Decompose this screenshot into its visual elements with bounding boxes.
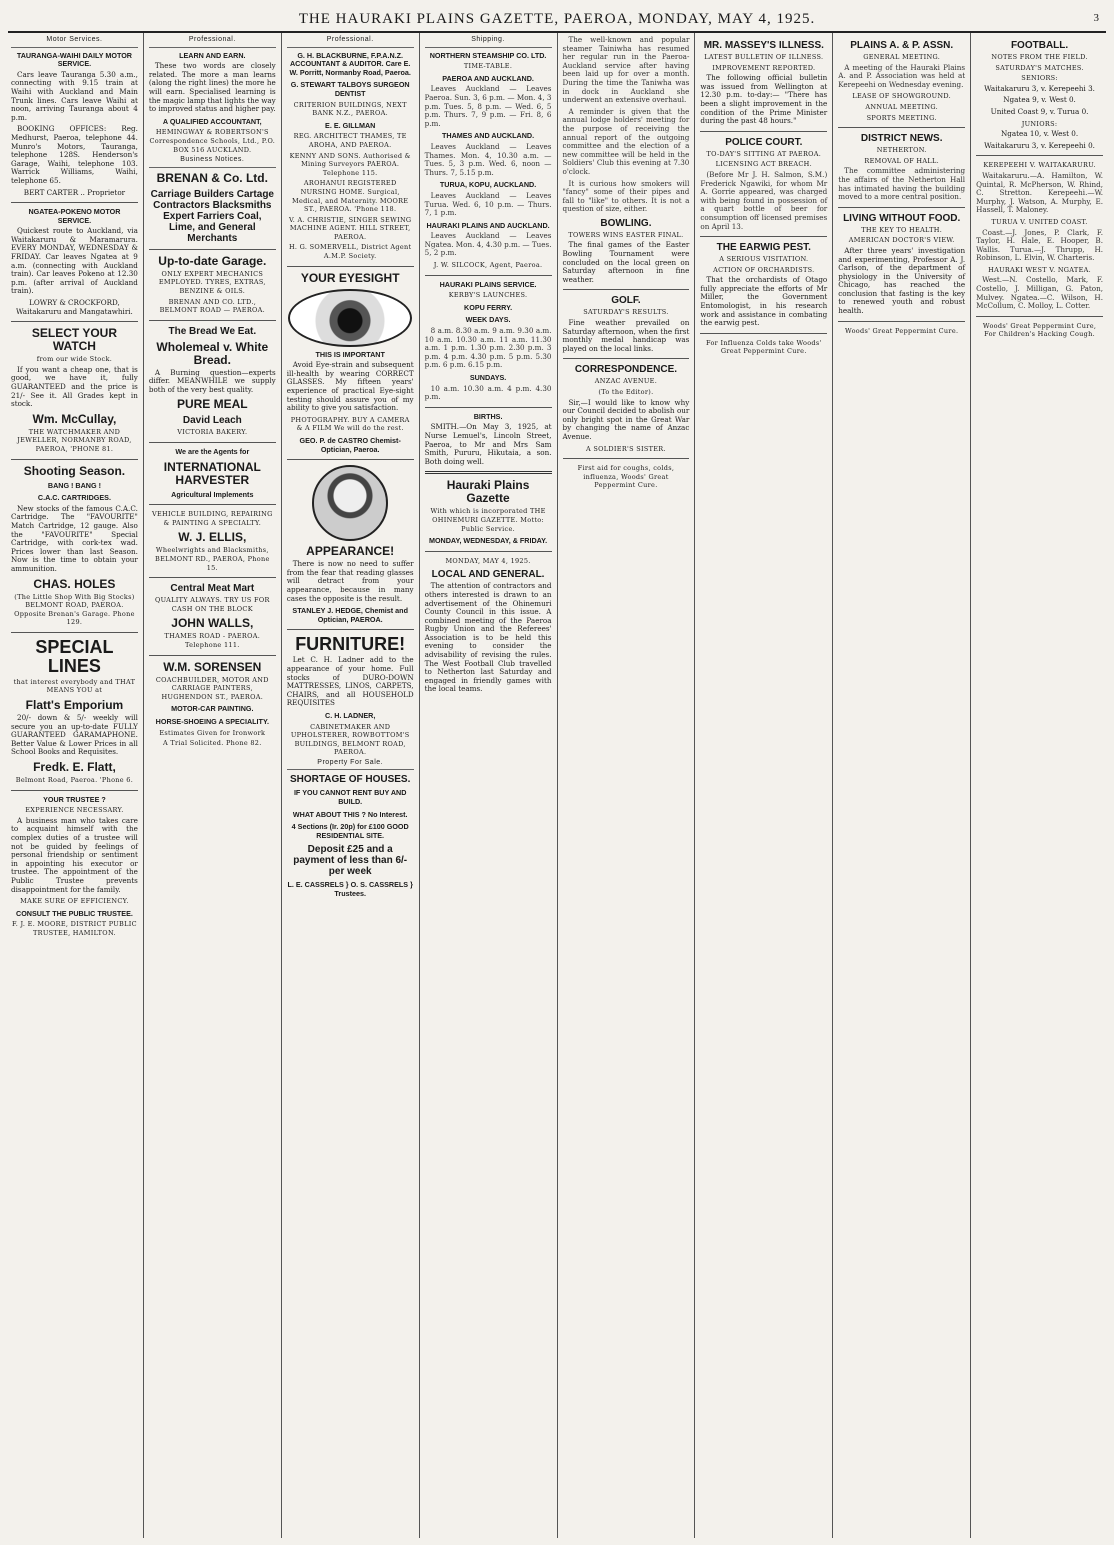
ad-body: VEHICLE BUILDING, REPAIRING & PAINTING A SPECIALTY. xyxy=(152,510,273,527)
ad-subtitle: A QUALIFIED ACCOUNTANT, xyxy=(162,116,262,126)
ad-subtitle: Belmont Road, Paeroa. 'Phone 6. xyxy=(15,776,134,785)
ad-title: TAURANGA-WAIHI DAILY MOTOR SERVICE. xyxy=(16,50,132,69)
ad-subtitle: 4 Sections (Ir. 20p) for £100 GOOD RESIDENTIAL SITE. xyxy=(291,822,409,840)
ad-body: There is now no need to suffer from the fear that reading glasses will detract from your appearance, because in many cases the opposite is the result. xyxy=(286,559,414,603)
ad-signature: L. E. CASSRELS } O. S. CASSRELS } Trustees. xyxy=(287,880,413,899)
column-3 xyxy=(282,33,420,1538)
notice-heading: BIRTHS. xyxy=(473,411,503,421)
ad-title: SPECIAL LINES xyxy=(35,636,114,676)
article-subheading: ANNUAL MEETING. xyxy=(865,102,939,111)
ad-subtitle: KERBY'S LAUNCHES. xyxy=(448,291,528,300)
masthead-title: THE HAURAKI PLAINS GAZETTE, PAEROA, MONDAY, MAY 4, 1925. xyxy=(298,11,816,27)
article-subheading: IMPROVEMENT REPORTED. xyxy=(712,63,816,72)
ad-signature: F. J. E. MOORE, DISTRICT PUBLIC TRUSTEE, HAMILTON. xyxy=(11,920,137,937)
article-body: The following official bulletin was issued from Wellington at 12.30 p.m. to-day:— "There has been a slight improvement in the condition of the Prime Minister during the past 48 hours." xyxy=(700,73,828,126)
issue-date: MONDAY, MAY 4, 1925. xyxy=(445,556,531,565)
article-body: The well-known and popular steamer Tainiwha has resumed her regular run in the Paeroa-Auckland service after having been laid up for over a month. During the time the Taniwha was in dock in Auckland she underwent an extensive overhaul. xyxy=(562,35,690,105)
ad-subtitle: BANG ! BANG ! xyxy=(47,480,101,490)
paper-nameplate: Hauraki Plains Gazette xyxy=(446,478,530,506)
article-body: The attention of contractors and others interested is drawn to an advertisement of the Ohinemuri County Council in this issue. A combined meeting of the Paeroa Rugby Union and the Referees' Association is to be held this evening to consider the advisability of revising the rules. The West Football Club travelled to Netherton last Saturday and engaged in friendly games with the local teams. xyxy=(424,581,552,694)
timetable-body: Leaves Auckland — Leaves Paeroa. Sun. 3, 6 p.m. — Mon. 4, 3 p.m. Tues. 5, 8 p.m. — Wed. 6, 5 p.m. Thurs. 7, 9 p.m. — Fri. 8, 6 p.m. xyxy=(424,84,552,128)
ad-title: Deposit £25 and a payment of less than 6/- per week xyxy=(293,844,408,878)
article-body: The final games of the Easter Bowling Tournament were concluded on the local green on Saturday afternoon in fine weather. xyxy=(562,240,690,284)
ad-body: A Trial Solicited. Phone 82. xyxy=(163,739,262,748)
ad-subtitle: CRITERION BUILDINGS, NEXT BANK N.Z., PAEROA. xyxy=(293,100,407,118)
article-subheading: (To the Editor). xyxy=(598,388,654,396)
ad-proprietor: LOWRY & CROCKFORD, Waitakaruru and Mangatawhiri. xyxy=(16,298,133,316)
ad-title: Up-to-date Garage. xyxy=(158,253,267,268)
ad-subtitle: We are the Agents for xyxy=(175,447,250,457)
timetable-heading: SUNDAYS. xyxy=(469,373,507,382)
page-number: 3 xyxy=(1093,12,1100,24)
ad-body: Estimates Given for Ironwork xyxy=(159,728,266,737)
ad-body: ONLY EXPERT MECHANICS EMPLOYED. TYRES, EXTRAS, BENZINE & OILS. xyxy=(158,269,266,295)
ad-title: E. E. GILLMAN xyxy=(325,120,376,130)
article-subheading: A SERIOUS VISITATION. xyxy=(719,255,809,264)
article-heading: BOWLING. xyxy=(600,217,652,229)
article-subheading: TO-DAY'S SITTING AT PAEROA. xyxy=(706,149,822,158)
article-subheading: LICENSING ACT BREACH. xyxy=(715,160,813,169)
article-heading: DISTRICT NEWS. xyxy=(860,133,943,145)
ad-body: AROHANUI REGISTERED NURSING HOME. Surgical, Medical, and Maternity. MOORE ST., PAEROA. 'Phone 118. xyxy=(292,179,409,214)
article-subheading: KEREPEEHI V. WAITAKARURU. xyxy=(983,161,1096,170)
column-1 xyxy=(6,33,144,1538)
article-body: West.—N. Costello, Mark, F. Costello, J. Milligan, G. Paton, Mulvey. Ngatea.—C. Wilson, H. McCollum, C. Molloy, L. Cotter. xyxy=(976,275,1103,311)
timetable-body: Leaves Auckland — Leaves Turua. Wed. 6, 10 p.m. — Thurs. 7, 1 p.m. xyxy=(424,190,552,218)
article-subheading: TURUA V. UNITED COAST. xyxy=(991,217,1088,226)
ad-subtitle: HORSE-SHOEING A SPECIALITY. xyxy=(155,716,269,726)
ad-title: HAURAKI PLAINS SERVICE. xyxy=(439,279,537,289)
newspaper-columns xyxy=(6,33,1108,1538)
article-body: (Before Mr J. H. Salmon, S.M.) Frederick Ngawiki, for whom Mr A. Gorrie appeared, was charged with being found in possession of a quart bottle of beer for consumption off licensed premises on April 13. xyxy=(700,169,828,231)
match-result: Ngatea 10, v. West 0. xyxy=(1000,129,1079,139)
timetable-heading: THAMES AND AUCKLAND. xyxy=(442,131,535,141)
article-subheading: REMOVAL OF HALL. xyxy=(864,156,939,165)
timetable-heading: HAURAKI PLAINS AND AUCKLAND. xyxy=(426,220,550,230)
ad-title: Shooting Season. xyxy=(23,463,126,478)
article-subheading: LEASE OF SHOWGROUND. xyxy=(852,92,952,101)
ad-body: A business man who takes care to acquaint himself with the complex duties of a trustee will not be guided by feelings of personal friendship or sentiment in appointing his executor or trustee. The appointment of the Public Trustee prevents disappointment for the family. xyxy=(11,815,138,894)
ad-snippet: For Influenza Colds take Woods' Great Peppermint Cure. xyxy=(706,338,822,356)
ad-title: G. H. BLACKBURNE, F.P.A.N.Z. ACCOUNTANT & AUDITOR. Care E. W. Porritt, Normanby Road, Paeroa. xyxy=(289,50,411,77)
timetable-heading: PAEROA AND AUCKLAND. xyxy=(442,73,534,83)
article-heading: PLAINS A. & P. ASSN. xyxy=(850,40,954,51)
ad-subtitle: from our wide Stock. xyxy=(36,355,113,364)
masthead xyxy=(8,0,1106,33)
ad-signature: Fredk. E. Flatt, xyxy=(33,760,116,775)
ad-body: H. G. SOMERVELL, District Agent A.M.P. Society. xyxy=(288,243,412,261)
article-body: Fine weather prevailed on Saturday afternoon, when the first monthly medal handicap was played on the local links. xyxy=(562,318,690,353)
ad-body: A Burning question—experts differ. MEANWHILE we supply both of the very best quality. xyxy=(148,367,276,394)
ad-body: Avoid Eye-strain and subsequent ill-health by wearing CORRECT GLASSES. My fifteen years' experience of practical Eye-sight testing should assure you of my ability to give you satisfaction. xyxy=(286,360,414,413)
article-subheading: ANZAC AVENUE. xyxy=(594,377,658,386)
eye-illustration-icon xyxy=(288,289,412,347)
ad-body: PHOTOGRAPHY. BUY A CAMERA & A FILM We will do the rest. xyxy=(290,415,410,433)
ad-title: BRENAN & Co. Ltd. xyxy=(156,170,268,185)
timetable-heading: TURUA, KOPU, AUCKLAND. xyxy=(439,180,537,190)
ad-body: Let C. H. Ladner add to the appearance of your home. Full stocks of DURO-DOWN MATTRESSES, LINOS, CARPETS, CHAIRS, and all HOUSEHOLD REQUISITES xyxy=(286,655,414,708)
ad-subtitle: TIME-TABLE. xyxy=(463,62,513,71)
ad-title: NGATEA-POKENO MOTOR SERVICE. xyxy=(28,207,121,225)
column-4 xyxy=(420,33,558,1538)
ad-body: These two words are closely related. The more a man learns (along the right lines) the more he will earn. Specialised learning is the magic lamp that lights the way to improved status and higher pay. xyxy=(148,61,276,114)
ad-title: Wholemeal v. White Bread. xyxy=(156,339,269,367)
ad-title: W. J. ELLIS, xyxy=(178,530,247,545)
ad-subtitle: BRENAN AND CO. LTD., BELMONT ROAD — PAEROA. xyxy=(159,297,266,315)
ad-subtitle: VICTORIA BAKERY. xyxy=(177,428,248,437)
ad-body: Cars leave Tauranga 5.30 a.m., connecting with 9.15 train at Waihi with Auckland and Main Trunk lines. Cars leave Waihi at noon, arriving Tauranga about 4 p.m. xyxy=(11,69,138,122)
ad-body: New stocks of the famous C.A.C. Cartridge. The "FAVOURITE" Match Cartridge, 12 gauge. Also the "FAVOURITE" Special Cartridge, with cork-tex wad. Prices lower than last Season. Now is the time to obtain your ammunition. xyxy=(11,503,138,573)
article-heading: LOCAL AND GENERAL. xyxy=(431,569,545,581)
ad-signature: GEO. P. de CASTRO Chemist-Optician, Paeroa. xyxy=(299,436,401,454)
ad-title: CONSULT THE PUBLIC TRUSTEE. xyxy=(16,908,133,918)
article-heading: GOLF. xyxy=(611,295,641,307)
ad-body: Quickest route to Auckland, via Waitakaruru & Maramarura. EVERY MONDAY, WEDNESDAY & FRIDAY. Car leaves Ngatea at 9 a.m. (connecting with Auckland train). Car leaves Pokeno at 12.30 p.m. (after arrival of Auckland train). xyxy=(11,226,138,296)
ad-title: The Bread We Eat. xyxy=(168,325,257,337)
portrait-illustration-icon xyxy=(312,465,388,541)
ad-snippet: First aid for coughs, colds, influenza, Woods' Great Peppermint Cure. xyxy=(577,464,675,490)
timetable-body: Leaves Auckland — Leaves Thames. Mon. 4, 10.30 a.m. — Tues. 5, 3 p.m. Wed. 6, noon — Thurs. 7, 5.15 p.m. xyxy=(424,141,552,177)
article-heading: MR. MASSEY'S ILLNESS. xyxy=(703,40,824,51)
notice-body: SMITH.—On May 3, 1925, at Nurse Lemuel's, Lincoln Street, Paeroa, to Mr and Mrs Sam Smith, Pururu, Hikutaia, a son. Both doing well. xyxy=(424,422,552,466)
article-subheading: HAURAKI WEST V. NGATEA. xyxy=(988,265,1091,274)
ad-snippet: Woods' Great Peppermint Cure. xyxy=(845,326,959,335)
article-body: After three years' investigation and experimenting, Professor A. J. Carlson, of the department of physiology in the University of Chicago, has reached the conclusion that fasting is the key to renewed youth and robust health. xyxy=(838,245,966,316)
ad-subtitle: THE WATCHMAKER AND JEWELLER, NORMANBY ROAD, PAEROA, 'PHONE 81. xyxy=(17,427,132,453)
ad-subtitle: Wheelwrights and Blacksmiths, BELMONT RD., PAEROA, Phone 15. xyxy=(155,546,270,572)
column-2 xyxy=(144,33,282,1538)
article-subheading: AMERICAN DOCTOR'S VIEW. xyxy=(848,236,955,245)
article-heading: CORRESPONDENCE. xyxy=(574,364,678,376)
match-result: Waitakaruru 3, v. Kerepeehi 3. xyxy=(984,83,1095,93)
timetable-body: 10 a.m. 10.30 a.m. 4 p.m. 4.30 p.m. xyxy=(424,383,552,402)
ad-signature: HEMINGWAY & ROBERTSON'S Correspondence Schools, Ltd., P.O. BOX 516 AUCKLAND. xyxy=(149,128,276,154)
ad-title: SELECT YOUR WATCH xyxy=(31,326,117,354)
article-body: It is curious how smokers will "fancy" some of their pipes and fall to "like" to others. It is not a question of size, either. xyxy=(562,178,690,214)
column-6 xyxy=(695,33,833,1538)
column-7 xyxy=(833,33,971,1538)
column-8 xyxy=(971,33,1108,1538)
ad-title: APPEARANCE! xyxy=(306,544,395,559)
ad-subtitle: CABINETMAKER AND UPHOLSTERER, ROWBOTTOM'S BUILDINGS, BELMONT ROAD, PAEROA. xyxy=(290,722,410,757)
ad-signature: David Leach xyxy=(182,415,242,427)
match-result: United Coast 9, v. Turua 0. xyxy=(990,106,1089,116)
ad-title: G. STEWART TALBOYS SURGEON DENTIST xyxy=(290,80,410,98)
paper-days: MONDAY, WEDNESDAY, & FRIDAY. xyxy=(428,536,548,546)
article-subheading: SENIORS: xyxy=(1021,74,1058,83)
ad-signature: STANLEY J. HEDGE, Chemist and Optician, PAEROA. xyxy=(292,606,408,624)
article-subheading: SATURDAY'S RESULTS. xyxy=(583,308,669,317)
article-subheading: TOWERS WINS EASTER FINAL. xyxy=(568,230,684,239)
timetable-body: Leaves Auckland — Leaves Ngatea. Mon. 4, 4.30 p.m. — Tues. 5, 2 p.m. xyxy=(424,231,552,258)
section-header: Motor Services. xyxy=(11,36,138,48)
ad-title: Central Meat Mart xyxy=(170,583,255,595)
ad-body: QUALITY ALWAYS. TRY US FOR CASH ON THE BLOCK xyxy=(154,596,270,613)
ad-body: KENNY AND SONS. Authorised & Mining Surveyors PAEROA. Telephone 115. xyxy=(289,151,411,177)
article-heading: THE EARWIG PEST. xyxy=(716,242,811,254)
ad-title: LEARN AND EARN. xyxy=(179,50,246,60)
article-subheading: GENERAL MEETING. xyxy=(863,53,941,61)
article-subheading: JUNIORS: xyxy=(1021,119,1058,128)
ad-subtitle: Carriage Builders Cartage Contractors Blacksmiths Expert Farriers Coal, Lime, and General Merchants xyxy=(150,188,274,244)
ad-title: FURNITURE! xyxy=(295,634,406,655)
ad-title: Wm. McCullay, xyxy=(32,411,117,426)
paper-subtitle: With which is incorporated THE OHINEMURI GAZETTE. Motto: Public Service. xyxy=(430,507,546,533)
ad-title: INTERNATIONAL HARVESTER xyxy=(163,459,261,487)
article-body: Sir,—I would like to know why our Council decided to abolish our only bright spot in the Great War by changing the name of Anzac Avenue. xyxy=(562,397,690,441)
article-heading: FOOTBALL. xyxy=(1010,40,1069,51)
article-subheading: NETHERTON. xyxy=(876,146,927,155)
ad-subtitle: COACHBUILDER, MOTOR AND CARRIAGE PAINTERS, HUGHENDON ST., PAEROA. xyxy=(155,675,269,701)
article-body: That the orchardists of Otago fully appreciate the efforts of Mr Miller, the Government Entomologist, in his research work and assistance in combating the earwig pest. xyxy=(700,275,828,328)
ad-subtitle: (The Little Shop With Big Stocks) BELMONT ROAD, PAEROA. Opposite Brenan's Garage. Phone 129. xyxy=(14,592,135,627)
section-header: Property For Sale. xyxy=(287,759,414,771)
ad-subtitle: EXPERIENCE NECESSARY. xyxy=(25,806,124,815)
article-subheading: ACTION OF ORCHARDISTS. xyxy=(713,265,815,274)
section-header: Business Notices. xyxy=(149,156,276,168)
article-signature: A SOLDIER'S SISTER. xyxy=(586,444,666,453)
article-subheading: SPORTS MEETING. xyxy=(866,113,937,122)
ad-subtitle: Agricultural Implements xyxy=(171,489,254,499)
column-5 xyxy=(558,33,696,1538)
section-header: Professional. xyxy=(149,36,276,48)
article-body: The committee administering the affairs of the Netherton Hall has intimated having the building moved to a more central position. xyxy=(838,166,966,202)
article-body: A reminder is given that the annual lodge holders' meeting for the purpose of receiving the annual report of the outgoing committee and the election of a new committee will be held in the Soldiers' Club this evening at 7.30 o'clock. xyxy=(562,106,690,176)
ad-subtitle: THAMES ROAD - PAEROA. Telephone 111. xyxy=(164,632,261,649)
ad-subtitle: REG. ARCHITECT THAMES, TE AROHA, AND PAEROA. xyxy=(293,132,407,149)
ad-proprietor: BERT CARTER .. Proprietor xyxy=(23,187,126,197)
timetable-heading: WEEK DAYS. xyxy=(465,315,511,325)
ad-subtitle: C.A.C. CARTRIDGES. xyxy=(37,493,111,503)
ad-title: W.M. SORENSEN xyxy=(163,659,262,674)
ad-title: JOHN WALLS, xyxy=(171,616,254,631)
match-result: Ngatea 9, v. West 0. xyxy=(1003,95,1076,105)
ad-snippet: Woods' Great Peppermint Cure, For Children's Hacking Cough. xyxy=(982,321,1097,339)
ad-title: PURE MEAL xyxy=(176,397,248,412)
article-subheading: NOTES FROM THE FIELD. xyxy=(991,53,1088,61)
ad-title: YOUR EYESIGHT xyxy=(300,270,400,285)
match-result: Waitakaruru 3, v. Kerepeehi 0. xyxy=(984,140,1095,150)
section-header: Shipping. xyxy=(425,36,552,48)
ad-subtitle: MOTOR-CAR PAINTING. xyxy=(171,704,254,714)
article-body: Waitakaruru.—A. Hamilton, W. Quintal, R. McPherson, W. Rhind, C. Stretton. Kerepeehi.—W. Murphy, J. Watson, A. Murphy, E. Hassell, T. Maloney. xyxy=(976,170,1103,215)
ad-body: 20/- down & 5/- weekly will secure you an up-to-date FULLY GUARANTEED GARAMAPHONE. Better Value & Lower Prices in all School Books and Requisites. xyxy=(11,713,138,757)
article-heading: LIVING WITHOUT FOOD. xyxy=(843,212,961,224)
ad-subtitle: WHAT ABOUT THIS ? No Interest. xyxy=(292,809,408,819)
ad-subtitle: that interest everybody and THAT MEANS YOU at xyxy=(13,677,136,695)
article-heading: POLICE COURT. xyxy=(725,136,803,148)
article-subheading: SATURDAY'S MATCHES. xyxy=(995,63,1084,72)
ad-title: YOUR TRUSTEE ? xyxy=(43,794,106,804)
ad-title: SHORTAGE OF HOUSES. xyxy=(289,774,411,786)
article-subheading: THE KEY TO HEALTH. xyxy=(861,225,943,234)
ad-subtitle: IF YOU CANNOT RENT BUY AND BUILD. xyxy=(293,788,407,807)
section-header: Professional. xyxy=(287,36,414,48)
article-subheading: LATEST BULLETIN OF ILLNESS. xyxy=(704,53,824,61)
article-body: Coast.—J. Jones, P. Clark, F. Taylor, H. Hale, E. Hooper, B. Wallis. Turua.—J. Thrupp, H. Robinson, L. Elvin, W. Charteris. xyxy=(976,227,1103,263)
ad-body: If you want a cheap one, that is good, we have it, fully GUARANTEED and the price is 21/- See it. All Grades kept in stock. xyxy=(11,364,138,409)
timetable-heading: KOPU FERRY. xyxy=(464,302,513,312)
ad-title: Flatt's Emporium xyxy=(25,698,124,713)
ad-body: BOOKING OFFICES: Reg. Medhurst, Paeroa, telephone 44. Munro's Motors, Tauranga, telephone 128S. Henderson's Garage, Waihi, telephone 103. Warrick Williams, Waihi, telephone 65. xyxy=(11,124,138,185)
ad-title: NORTHERN STEAMSHIP CO. LTD. xyxy=(429,50,547,60)
ad-signature: J. W. SILCOCK, Agent, Paeroa. xyxy=(433,261,543,270)
ad-subtitle: MAKE SURE OF EFFICIENCY. xyxy=(20,897,129,906)
ad-signature: C. H. LADNER, xyxy=(325,710,376,720)
ad-body: V. A. CHRISTIE, SINGER SEWING MACHINE AGENT. HILL STREET, PAEROA. xyxy=(288,215,412,241)
article-body: A meeting of the Hauraki Plains A. and P. Association was held at Kerepeehi on Wednesday evening. xyxy=(838,62,966,89)
ad-title: CHAS. HOLES xyxy=(33,576,116,591)
timetable-body: 8 a.m. 8.30 a.m. 9 a.m. 9.30 a.m. 10 a.m. 10.30 a.m. 11 a.m. 11.30 a.m. 1 p.m. 1.30 p.m. 2.30 p.m. 3 p.m. 4 p.m. 4.30 p.m. 5 p.m. 5.30 p.m. 6 p.m. 6.15 p.m. xyxy=(424,326,552,370)
ad-subtitle: THIS IS IMPORTANT xyxy=(315,349,385,359)
